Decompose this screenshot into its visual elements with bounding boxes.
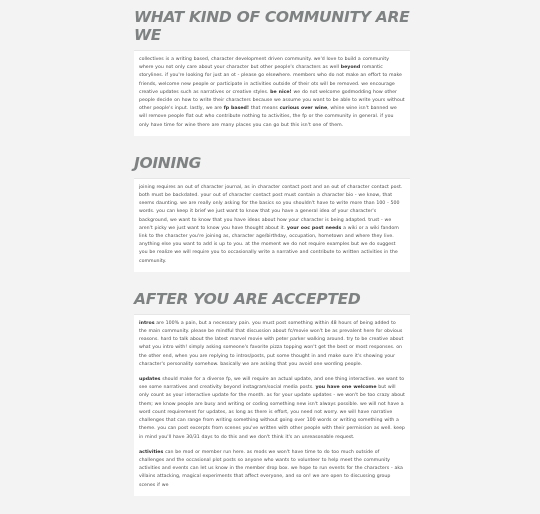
paragraph-text: a wiki or a wiki fandom link to the character you're joining as, character age/birthday, occupation, hometown and where they live. anything else you want to add is up to you. at the moment we do not require examples but we do suggest you be realize we will require you to occasionally write a narrative and contribute to written activities in the community. [139,225,399,264]
section-title: WHAT KIND OF COMMUNITY ARE WE [134,8,410,44]
paragraph-text: collectives is a writing based, character development driven community. we'd love to build a community where you not only care about your character but other people's characters as well [139,57,390,71]
paragraph-text: can be mod or member run here. as mods we won't have time to do too much outside of challenges and the occasional plot posts so anyone who wants to volunteer to help meet the community activities and events can let us know in the member drop box. we hope to run events for the characters - aka villains attacking, magical experiments that affect everyone, and so on! we are open to discussing group scenes if we [139,449,403,488]
paragraph-text: should make for a diverse fp, we will require an actual update, and one thing interactive. we want to see some narratives and creativity beyond instagram/social media posts. [139,377,405,391]
paragraph-text: , whine wine isn't banned we will remove people flat out who contribute nothing to activities, the fp or the community in general. if you only have time for wine there are many places you can go but this isn't one of them. [139,106,397,128]
paragraph-text: we do not welcome godmodding how other people decide on how to write their characters because we assume you want to be able to write yours without other people's input. lastly, we are [139,89,405,112]
keyword: beyond [340,65,361,71]
section-card [134,178,410,272]
keyword: your ooc post needs [286,225,342,231]
keyword: be nice! [270,89,292,95]
paragraph-text: but will only count as your interactive update for the month. as for your update updates - we won't be too crazy about them; we know people are busy and writing or coding something new isn't always possible. we will not have a word count requirement for updates, as long as there is effort, you need not worry. we will have narrative challenges that can range from writing something without going over 100 words or writing something with a theme. you can post excerpts from scenes you've written with other people with their permission as well. keep in mind you'll have 30/31 days to do this and we don't think it's an unreasonable request. [139,385,405,440]
section-title: JOINING [134,153,202,172]
keyword: curious over wine [279,106,328,112]
paragraph-text: joining requires an out of character journal, as in character contact post and an out of character contact post. both must be backdated. your out of character contact post must contain a character bio - we know, that seems daunting. we are really only asking for the basics so you shouldn't have to write more than 100 - 500 words. you can keep it brief we just want to know that you have a general idea of your character's background, we want to know that you have ideas about how your character is being adapted. trust - we aren't picky we just want to know you have thought about it. [139,184,403,231]
paragraph-text: are 100% a pain, but a necessary pain. you must post something within 48 hours of being added to the main community. please be mindful that discussion about fc/movie won't be as prevalent here for obvious reasons. hard to talk about the latest marvel movie with peter parker walking around. try to be creative about what you intro with! simply asking someone's favorite pizza topping won't get the best or most responses. on the other end, when you are replying to intros/posts, put some thought in and make sure it's showing your character's personality somehow. basically we are asking that you avoid one wording people. [139,320,404,367]
section-title: AFTER YOU ARE ACCEPTED [134,289,361,308]
section-paragraph [139,56,405,130]
section-card [134,50,410,136]
paragraph-text: romantic storylines. if you're looking for just an ot - please go elsewhere. members who do not make an effort to make friends, welcome new people or participate in activities outside of their ots will be removed. we encourage creative updates such as narratives or creative styles. [139,65,402,95]
section-paragraph [139,320,405,369]
main-content [134,8,410,514]
keyword: intros [139,320,155,326]
keyword: fp based! [223,106,250,112]
keyword: you have one welcome [315,385,377,391]
section-paragraph [139,184,405,266]
keyword: updates [139,377,161,383]
section-paragraph [139,376,405,442]
section-paragraph [139,449,405,490]
keyword: activities [139,449,164,455]
paragraph-text: that means [249,106,280,112]
